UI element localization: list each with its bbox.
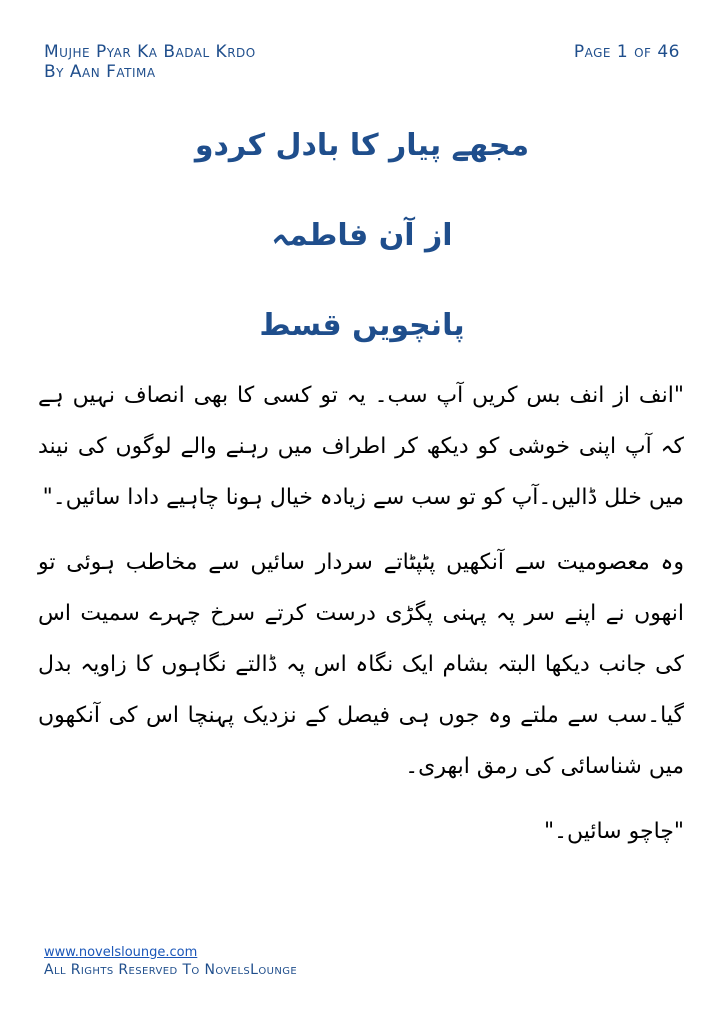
- rights-notice: All Rights Reserved To NovelsLounge: [44, 962, 298, 978]
- paragraph: وہ معصومیت سے آنکھیں پٹپٹاتے سردار سائیں سے مخاطب ہوئی تو انھوں نے اپنے سر پہ پہنی پگڑی درست کرتے سرخ چہرے سمیت اس کی جانب دیکھا البتہ بشام ایک نگاہ اس پہ ڈالتے نگاہوں کا زاویہ بدل گیا۔سب سے ملتے وہ جوں ہی فیصل کے نزدیک پہنچا اس کی آنکھوں میں شناسائی کی رمق ابھری۔: [38, 550, 684, 779]
- page-footer: [44, 944, 297, 979]
- title-block: [0, 118, 724, 388]
- header-title: Mujhe Pyar Ka Badal Krdo: [44, 42, 256, 62]
- episode-title: پانچویں قسط: [259, 308, 465, 343]
- paragraph: "چاچو سائیں۔": [543, 819, 684, 844]
- page-number: Page 1 of 46: [573, 42, 680, 62]
- header-left: [44, 42, 256, 82]
- novel-title: مجھے پیار کا بادل کردو: [194, 128, 530, 163]
- author-title: از آن فاطمہ: [271, 218, 453, 253]
- header-author: By Aan Fatima: [44, 62, 156, 82]
- website-link[interactable]: www.novelslounge.com: [44, 945, 198, 960]
- paragraph: "انف از انف بس کریں آپ سب۔ یہ تو کسی کا بھی انصاف نہیں ہے کہ آپ اپنی خوشی کو دیکھ کر اطراف میں رہنے والے لوگوں کی نیند میں خلل ڈالیں۔آپ کو تو سب سے زیادہ خیال ہونا چاہیے دادا سائیں۔": [38, 383, 684, 510]
- story-body: [38, 370, 684, 871]
